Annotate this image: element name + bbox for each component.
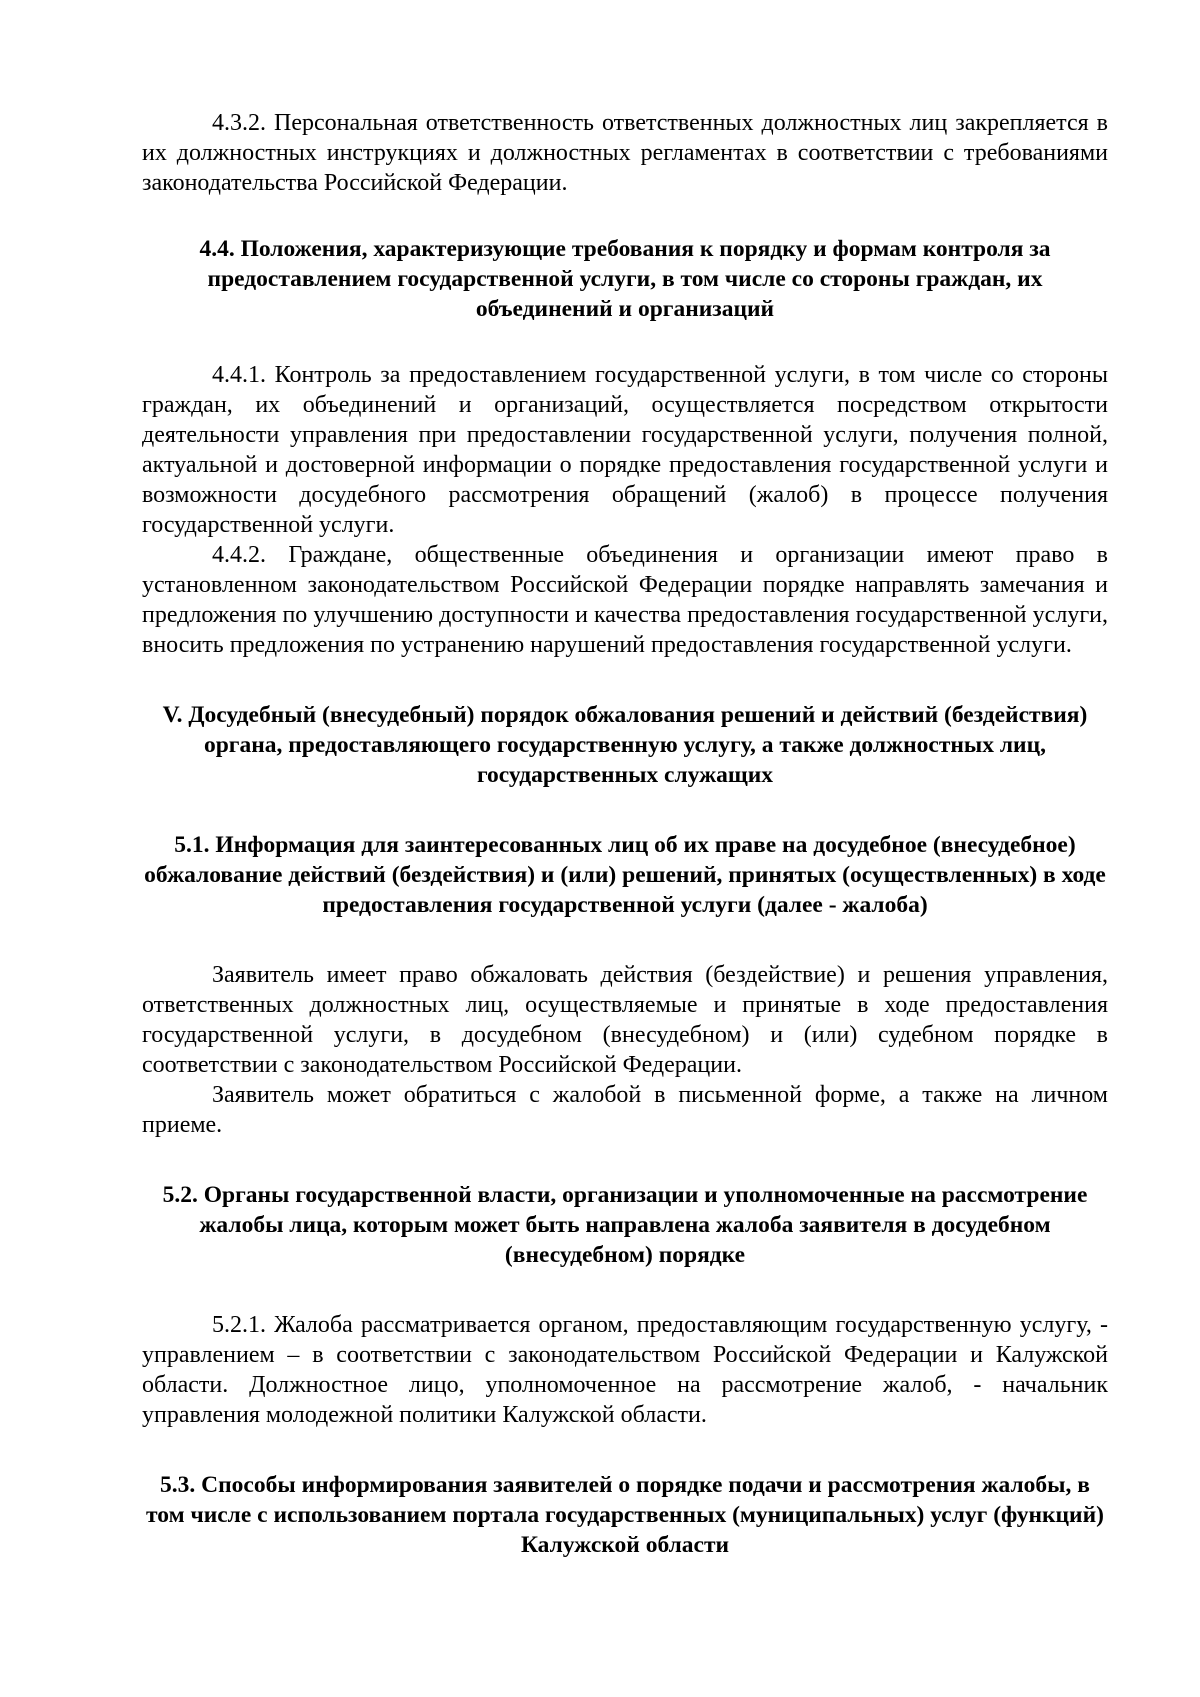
paragraph-5-1-b: Заявитель может обратиться с жалобой в письменной форме, а также на личном приеме.: [142, 1082, 1108, 1138]
paragraph-4-4-2: 4.4.2. Граждане, общественные объединения и организации имеют право в установленном законодательством Российской Федерации порядке направлять замечания и предложения по улучшению доступности и качества предоставления государственной услуги, вносить предложения по устранению нарушений предоставления государственной услуги.: [142, 542, 1108, 658]
paragraph-4-3-2: 4.3.2. Персональная ответственность ответственных должностных лиц закрепляется в их должностных инструкциях и должностных регламентах в соответствии с требованиями законодательства Российской Федерации.: [142, 110, 1108, 196]
heading-section-v: V. Досудебный (внесудебный) порядок обжалования решений и действий (бездействия) органа, предоставляющего государственную услугу, а также должностных лиц, государственных служащих: [162, 702, 1088, 788]
paragraph-5-2-1: 5.2.1. Жалоба рассматривается органом, предоставляющим государственную услугу, - управлением – в соответствии с законодательством Российской Федерации и Калужской области. Должностное лицо, уполномоченное на рассмотрение жалоб, - начальник управления молодежной политики Калужской области.: [142, 1312, 1108, 1428]
heading-4-4: 4.4. Положения, характеризующие требования к порядку и формам контроля за предоставлением государственной услуги, в том числе со стороны граждан, их объединений и организаций: [199, 236, 1051, 322]
heading-5-3: 5.3. Способы информирования заявителей о порядке подачи и рассмотрения жалобы, в том числе с использованием портала государственных (муниципальных) услуг (функций) Калужской области: [146, 1472, 1104, 1558]
heading-5-1: 5.1. Информация для заинтересованных лиц об их праве на досудебное (внесудебное) обжалование действий (бездействия) и (или) решений, принятых (осуществленных) в ходе предоставления государственной услуги (далее - жалоба): [144, 832, 1106, 918]
heading-5-2: 5.2. Органы государственной власти, организации и уполномоченные на рассмотрение жалобы лица, которым может быть направлена жалоба заявителя в досудебном (внесудебном) порядке: [162, 1182, 1088, 1268]
paragraph-4-4-1: 4.4.1. Контроль за предоставлением государственной услуги, в том числе со стороны граждан, их объединений и организаций, осуществляется посредством открытости деятельности управления при предоставлении государственной услуги, получения полной, актуальной и достоверной информации о порядке предоставления государственной услуги и возможности досудебного рассмотрения обращений (жалоб) в процессе получения государственной услуги.: [142, 362, 1108, 538]
paragraph-5-1-a: Заявитель имеет право обжаловать действия (бездействие) и решения управления, ответственных должностных лиц, осуществляемые и принятые в ходе предоставления государственной услуги, в досудебном (внесудебном) и (или) судебном порядке в соответствии с законодательством Российской Федерации.: [142, 962, 1108, 1078]
